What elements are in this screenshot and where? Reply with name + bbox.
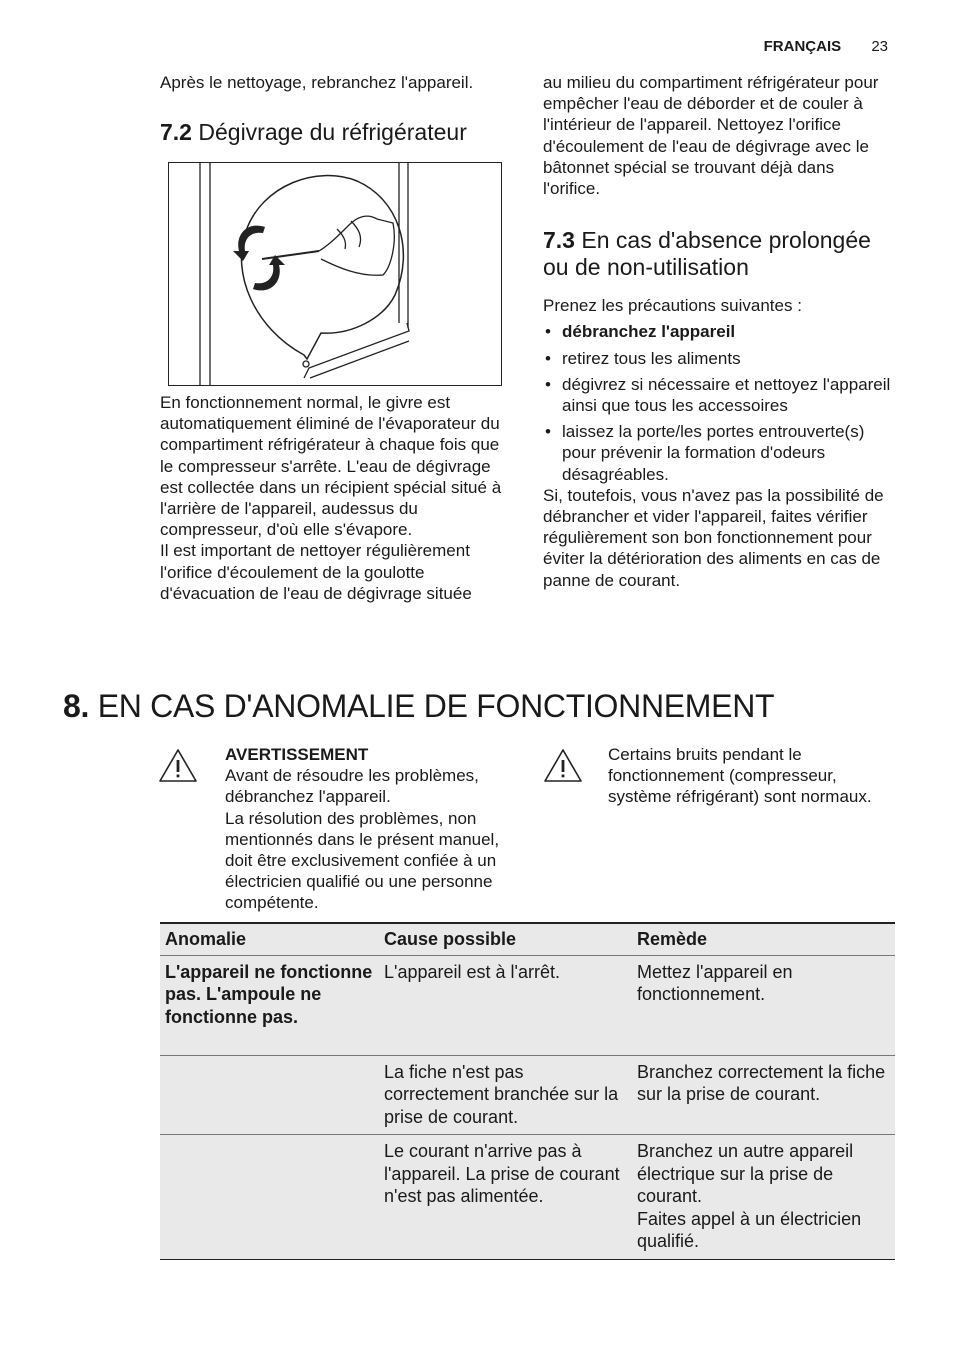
table-row <box>160 955 895 1055</box>
left-column-top <box>160 72 512 146</box>
column-header: Anomalie <box>160 923 379 955</box>
list-item <box>543 421 895 485</box>
section-8-title: EN CAS D'ANOMALIE DE FONCTIONNEMENT <box>97 688 775 724</box>
anomaly-cell <box>160 1135 379 1260</box>
intro-text: Après le nettoyage, rebranchez l'appareil. <box>160 73 474 92</box>
section-7-3-heading <box>543 227 895 281</box>
section-7-2-heading <box>160 119 512 146</box>
closing-paragraph: Si, toutefois, vous n'avez pas la possibilité de débrancher et vider l'appareil, faites vérifier régulièrement son bon fonctionnement pour éviter la détérioration des aliments en cas de panne de courant. <box>543 485 884 590</box>
list-item <box>543 348 895 369</box>
page-number: 23 <box>871 38 888 55</box>
noise-note <box>608 744 895 808</box>
precautions-list <box>543 321 895 484</box>
warning-line-2: La résolution des problèmes, non mentionnés dans le présent manuel, doit être exclusivement confiée à un électricien qualifié ou une personne compétente. <box>225 808 500 913</box>
column-header: Remède <box>632 923 895 955</box>
warning-line-1: Avant de résoudre les problèmes, débranchez l'appareil. <box>225 766 479 807</box>
section-8-number: 8. <box>63 688 90 724</box>
warning-title <box>225 744 515 765</box>
defrost-paragraph-1: En fonctionnement normal, le givre est automatiquement éliminé de l'évaporateur du compartiment réfrigérateur à chaque fois que le compresseur s'arrête. L'eau de dégivrage est collectée dans un récipient spécial situé à l'arrière de l'appareil, audessus du compresseur, d'où elle s'évapore. <box>160 393 502 540</box>
anomaly-cell <box>160 1055 379 1135</box>
warning-triangle-icon <box>158 748 198 784</box>
list-item <box>543 374 895 416</box>
remedy-text: Branchez un autre appareil électrique sur la prise de courant. <box>637 1141 854 1206</box>
noise-note-text: Certains bruits pendant le fonctionnement (compresseur, système réfrigérant) sont normaux. <box>608 745 872 807</box>
right-column <box>543 72 895 591</box>
language-label: FRANÇAIS <box>763 38 842 55</box>
remedy-cell <box>632 1135 895 1260</box>
table-row <box>160 1135 895 1260</box>
defrost-drawing <box>169 163 501 385</box>
table-header-row <box>160 923 895 955</box>
list-item <box>543 321 895 342</box>
table-row <box>160 1055 895 1135</box>
info-triangle-icon <box>543 748 583 784</box>
defrost-continuation: au milieu du compartiment réfrigérateur pour empêcher l'eau de déborder et de couler à l'intérieur de l'appareil. Nettoyez l'orifice d'écoulement de l'eau de dégivrage avec le bâtonnet spécial se trouvant déjà dans l'orifice. <box>543 73 879 199</box>
defrost-paragraph-2: Il est important de nettoyer régulièrement l'orifice d'écoulement de la goulotte d'évacuation de l'eau de dégivrage située <box>160 541 472 603</box>
defrost-illustration <box>168 162 502 386</box>
warning-title-text: AVERTISSEMENT <box>225 745 369 764</box>
list-item-text: retirez tous les aliments <box>562 348 741 368</box>
cause-cell: L'appareil est à l'arrêt. <box>379 955 632 1055</box>
list-item-text: laissez la porte/les portes entrouverte(s) pour prévenir la formation d'odeurs désagréables. <box>562 422 865 484</box>
left-column-body <box>160 392 514 604</box>
section-7-2-title: Dégivrage du réfrigérateur <box>198 119 467 146</box>
section-7-3-title: En cas d'absence prolongée ou de non-utilisation <box>543 227 871 281</box>
page-header <box>764 38 888 55</box>
section-7-2-number: 7.2 <box>160 119 192 146</box>
column-header: Cause possible <box>379 923 632 955</box>
cause-cell: Le courant n'arrive pas à l'appareil. La prise de courant n'est pas alimentée. <box>379 1135 632 1260</box>
anomaly-cell: L'appareil ne fonctionne pas. L'ampoule ne fonctionne pas. <box>160 955 379 1055</box>
section-8-heading <box>63 686 774 726</box>
troubleshooting-table <box>160 922 895 1260</box>
remedy-text-2: Faites appel à un électricien qualifié. <box>637 1208 862 1251</box>
remedy-cell: Mettez l'appareil en fonctionnement. <box>632 955 895 1055</box>
list-item-text: débranchez l'appareil <box>562 322 736 342</box>
remedy-cell: Branchez correctement la fiche sur la prise de courant. <box>632 1055 895 1135</box>
list-item-text: dégivrez si nécessaire et nettoyez l'appareil ainsi que tous les accessoires <box>562 374 891 416</box>
cause-cell: La fiche n'est pas correctement branchée sur la prise de courant. <box>379 1055 632 1135</box>
warning-box <box>225 744 515 914</box>
precautions-intro: Prenez les précautions suivantes : <box>543 296 802 316</box>
section-7-3-number: 7.3 <box>543 227 575 254</box>
